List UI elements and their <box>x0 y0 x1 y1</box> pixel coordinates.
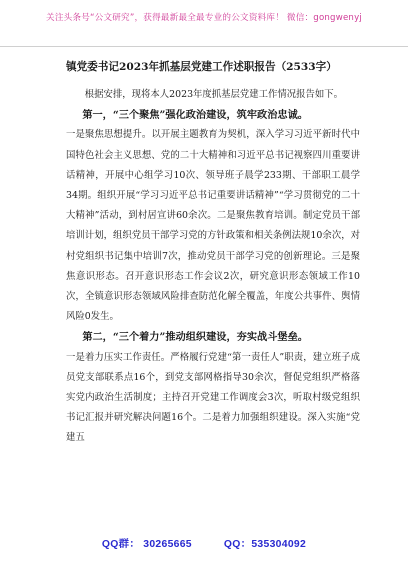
section-1-paragraph: 一是聚焦思想提升。以开展主题教育为契机，深入学习习近平新时代中国特色社会主义思想、党的二十大精神和习近平总书记视察四川重要讲话精神，开展中心组学习10次、领导班子晨学233期、干部职工晨学34期。组织开展“学习习近平总书记重要讲话精神”“学习贯彻党的二十大精神”活动，到村居宣讲60余次。二是聚焦教育培训。制定党员干部培训计划，组织党员干部学习党的方针政策和相关条例法规10余次，对村党组织书记集中培训7次，推动党员干部学习党的创新理论。三是聚焦意识形态。召开意识形态工作会议2次，研究意识形态领域工作10次，全镇意识形态领域风险排查防范化解全覆盖，年度公共事件、舆情风险0发生。 <box>66 129 360 323</box>
header-banner <box>0 0 408 47</box>
section-2-heading: 第二，“三个着力”推动组织建设，夯实战斗堡垒。 <box>82 331 308 344</box>
document-title: 镇党委书记2023年抓基层党建工作述职报告（2533字） <box>66 61 337 73</box>
footer-qq-group: QQ群： 30265665 <box>101 538 192 550</box>
banner-text: 关注头条号“公文研究”，获得最新最全最专业的公文资料库！ 微信：gongwenyj <box>46 13 362 23</box>
section-2-paragraph: 一是着力压实工作责任。严格履行党建“第一责任人”职责，建立班子成员党支部联系点16个，到党支部网格指导30余次，督促党组织严格落实党内政治生活制度；主持召开党建工作调度会3次，听取村级党组织书记汇报并研究解决问题16个。二是着力加强组织建设。深入实施“党建五 <box>66 351 360 444</box>
section-1-heading: 第一，“三个聚焦”强化政治建设，筑牢政治忠诚。 <box>82 109 308 122</box>
document-body <box>66 60 360 449</box>
footer-qq-number: QQ：535304092 <box>223 538 307 550</box>
footer-contact <box>0 531 408 553</box>
intro-paragraph: 根据安排，现将本人2023年度抓基层党建工作情况报告如下。 <box>84 89 344 100</box>
